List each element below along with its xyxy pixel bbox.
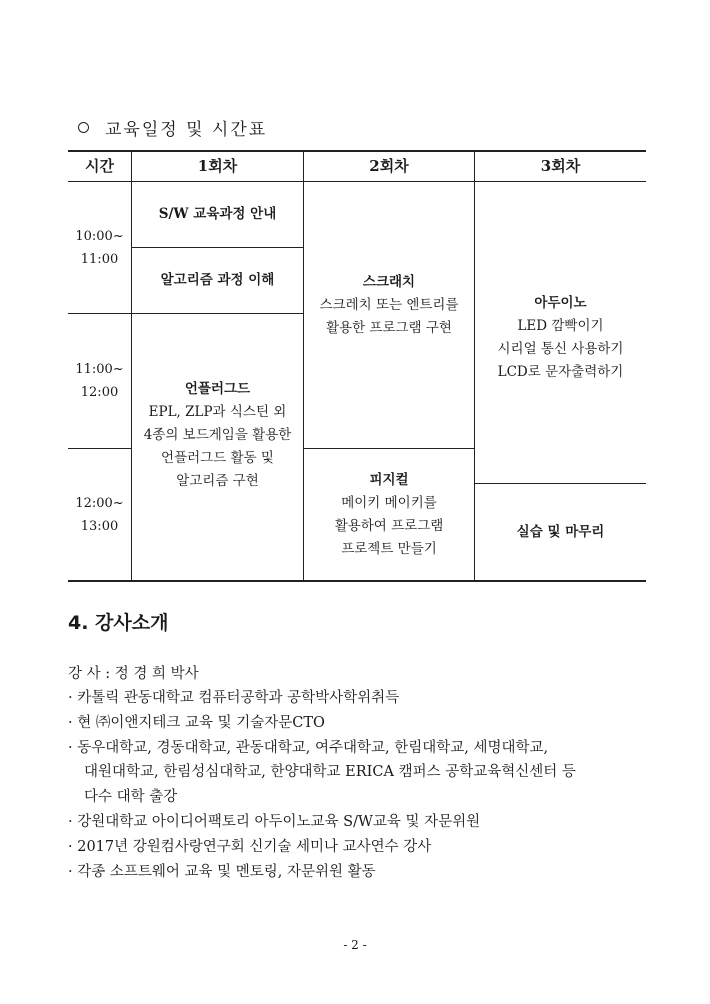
header-time: 시간 bbox=[85, 157, 114, 175]
session1-unplugged-line: 알고리즘 구현 bbox=[176, 473, 259, 489]
time-slot-3-end: 13:00 bbox=[80, 518, 119, 534]
session3-arduino-line: 시리얼 통신 사용하기 bbox=[497, 340, 624, 357]
session3-arduino-line: LCD로 문자출력하기 bbox=[497, 363, 624, 380]
instructor-bullet-continued: 대원대학교, 한림성심대학교, 한양대학교 ERICA 캠퍼스 공학교육혁신센터 등 bbox=[84, 764, 576, 780]
header-session-2: 2회차 bbox=[369, 157, 409, 175]
session1-unplugged-line: EPL, ZLP과 식스틴 외 bbox=[148, 404, 287, 420]
session1-algorithm: 알고리즘 과정 이해 bbox=[160, 272, 275, 288]
time-slot-2-start: 11:00~ bbox=[75, 362, 124, 377]
instructor-bullet: · 카톨릭 관동대학교 컴퓨터공학과 공학박사학위취득 bbox=[68, 690, 400, 706]
session1-unplugged-title: 언플러그드 bbox=[184, 381, 251, 397]
circle-bullet-icon bbox=[78, 122, 89, 133]
instructor-bullet-continued: 다수 대학 출강 bbox=[84, 789, 178, 805]
time-slot-1-start: 10:00~ bbox=[75, 228, 124, 244]
time-slot-1 bbox=[68, 182, 131, 313]
page-number: - 2 - bbox=[343, 938, 367, 952]
header-session-3: 3회차 bbox=[540, 157, 581, 175]
instructor-name: 강 사 : 정 경 희 박사 bbox=[68, 666, 199, 682]
schedule-heading bbox=[78, 115, 267, 140]
instructor-section-title: 4. 강사소개 bbox=[68, 612, 169, 634]
session3-arduino-title: 아두이노 bbox=[534, 294, 587, 311]
time-slot-3-start: 12:00~ bbox=[75, 495, 124, 511]
session2-scratch-line: 활용한 프로그램 구현 bbox=[326, 319, 452, 336]
session1-unplugged-line: 언플러그드 활동 및 bbox=[161, 450, 274, 466]
session1-intro: S/W 교육과정 안내 bbox=[158, 206, 277, 222]
session2-physical-line: 프로젝트 만들기 bbox=[341, 540, 437, 557]
time-slot-1-end: 11:00 bbox=[80, 251, 119, 267]
session3-arduino-line: LED 깜빡이기 bbox=[517, 317, 604, 334]
schedule-table bbox=[68, 150, 646, 582]
session2-scratch-line: 스크레치 또는 엔트리를 bbox=[319, 296, 459, 313]
session3-wrapup: 실습 및 마무리 bbox=[516, 523, 605, 540]
time-slot-2-end: 12:00 bbox=[80, 385, 119, 400]
session2-scratch-cell bbox=[304, 182, 474, 448]
instructor-bullet: · 동우대학교, 경동대학교, 관동대학교, 여주대학교, 한림대학교, 세명대학교, bbox=[68, 740, 549, 756]
time-slot-2 bbox=[68, 314, 131, 448]
header-session-1: 1회차 bbox=[197, 157, 238, 175]
session2-physical-cell bbox=[304, 449, 474, 580]
session1-intro-cell bbox=[132, 182, 303, 247]
session1-unplugged-line: 4종의 보드게임을 활용한 bbox=[143, 427, 292, 443]
time-slot-3 bbox=[68, 449, 131, 580]
table-bottom-border bbox=[68, 580, 646, 582]
session3-arduino-cell bbox=[475, 182, 646, 483]
session2-physical-line: 메이키 메이키를 bbox=[341, 494, 437, 511]
instructor-bullet: · 2017년 강원컴사랑연구회 신기술 세미나 교사연수 강사 bbox=[68, 839, 432, 855]
session1-unplugged-cell bbox=[132, 314, 303, 580]
session3-wrapup-cell bbox=[475, 484, 646, 580]
instructor-bullet: · 각종 소프트웨어 교육 및 멘토링, 자문위원 활동 bbox=[68, 864, 376, 880]
session2-scratch-title: 스크래치 bbox=[362, 273, 416, 290]
session1-algorithm-cell bbox=[132, 248, 303, 313]
schedule-title: 교육일정 및 시간표 bbox=[105, 120, 268, 140]
instructor-bullet: · 현 ㈜이앤지테크 교육 및 기술자문CTO bbox=[68, 715, 325, 731]
instructor-bullet: · 강원대학교 아이디어팩토리 아두이노교육 S/W교육 및 자문위원 bbox=[68, 814, 481, 830]
session2-physical-title: 피지컬 bbox=[369, 471, 409, 488]
session2-physical-line: 활용하여 프로그램 bbox=[334, 517, 444, 534]
